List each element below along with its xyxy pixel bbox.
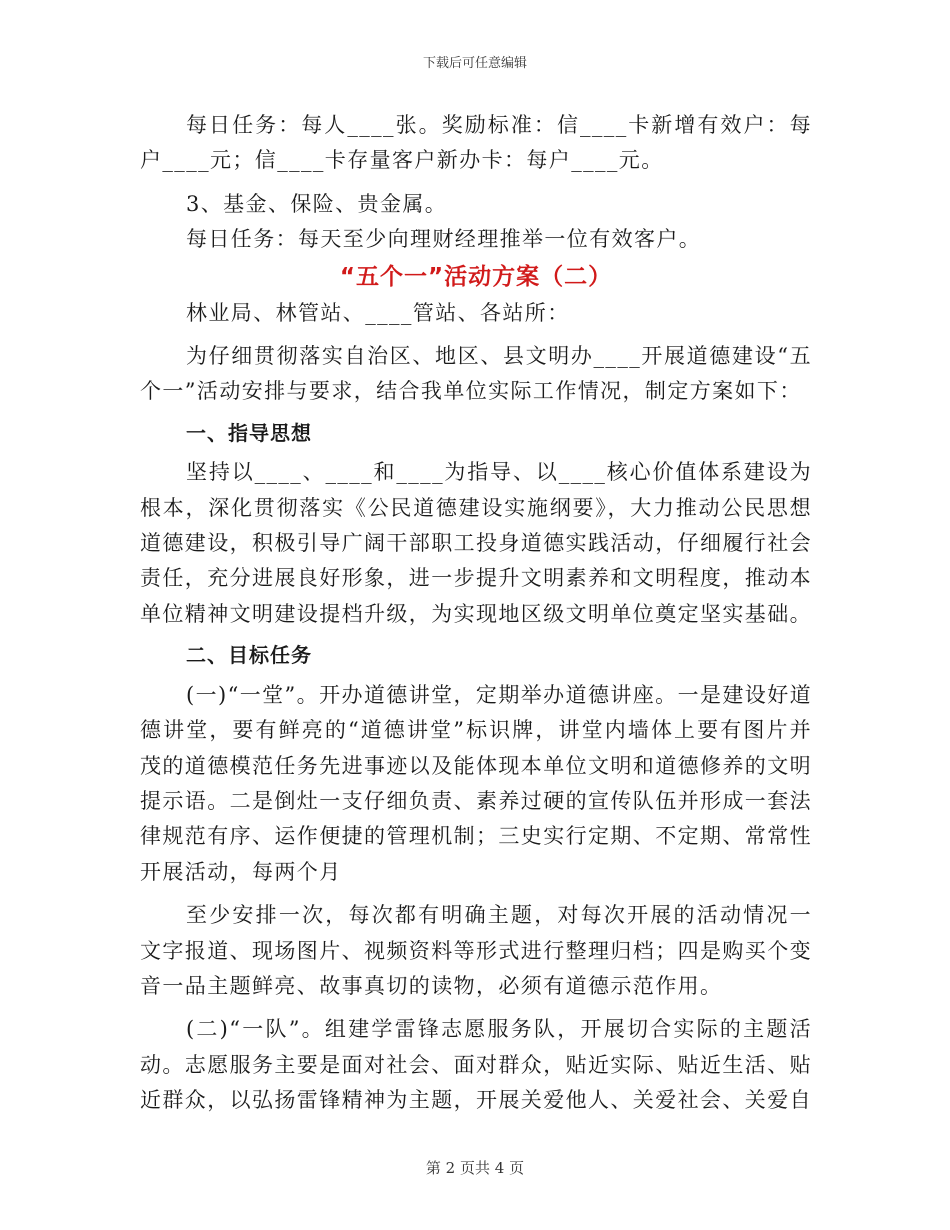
page-footer: 第 2 页共 4 页 bbox=[425, 1159, 525, 1177]
page-header: 下载后可任意编辑 bbox=[422, 56, 527, 71]
paragraph-daily-task-referral: 每日任务：每天至少向理财经理推举一位有效客户。 bbox=[186, 227, 702, 252]
addressee: 林业局、林管站、____管站、各站所： bbox=[186, 300, 570, 325]
document-body bbox=[140, 108, 812, 1119]
section-body-guiding-thought: 坚持以____、____和____为指导、以____核心价值体系建设为根本，深化贯彻落实《公民道德建设实施纲要》，大力推动公民思想道德建设，积极引导广阔干部职工投身道德实践活动，仔细履行社会责任，充分进展良好形象，进一步提升文明素养和文明程度，推动本单位精神文明建设提档升级，为实现地区级文明单位奠定坚实基础。 bbox=[140, 460, 812, 626]
section-heading-guiding-thought: 一、指导思想 bbox=[186, 420, 312, 445]
paragraph-daily-task-card: 每日任务：每人____张。奖励标准：信____卡新增有效户：每户____元；信____卡存量客户新办卡：每户____元。 bbox=[140, 113, 812, 173]
intro-paragraph: 为仔细贯彻落实自治区、地区、县文明办____开展道德建设“五个一”活动安排与要求，结合我单位实际工作情况，制定方案如下： bbox=[140, 344, 812, 404]
goal-paragraph-one-hall: (一)“一堂”。开办道德讲堂，定期举办道德讲座。一是建设好道德讲堂，要有鲜亮的“道德讲堂”标识牌，讲堂内墙体上要有图片并茂的道德模范任务先进事迹以及能体现本单位文明和道德修养的文明提示语。二是倒灶一支仔细负责、素养过硬的宣传队伍并形成一套法律规范有序、运作便捷的管理机制；三史实行定期、不定期、常常性开展活动，每两个月 bbox=[140, 682, 812, 884]
section-heading-goals: 二、目标任务 bbox=[186, 643, 312, 668]
document-title: “五个一”活动方案（二） bbox=[339, 263, 613, 290]
paragraph-fund-insurance: 3、基金、保险、贵金属。 bbox=[186, 191, 448, 216]
goal-paragraph-continued: 至少安排一次，每次都有明确主题，对每次开展的活动情况一文字报道、现场图片、视频资料等形式进行整理归档；四是购买个变音一品主题鲜亮、故事真切的读物，必须有道德示范作用。 bbox=[140, 903, 812, 998]
goal-paragraph-one-team: (二)“一队”。组建学雷锋志愿服务队，开展切合实际的主题活动。志愿服务主要是面对社会、面对群众，贴近实际、贴近生活、贴近群众，以弘扬雷锋精神为主题，开展关爱他人、关爱社会、关爱自 bbox=[140, 1017, 812, 1113]
